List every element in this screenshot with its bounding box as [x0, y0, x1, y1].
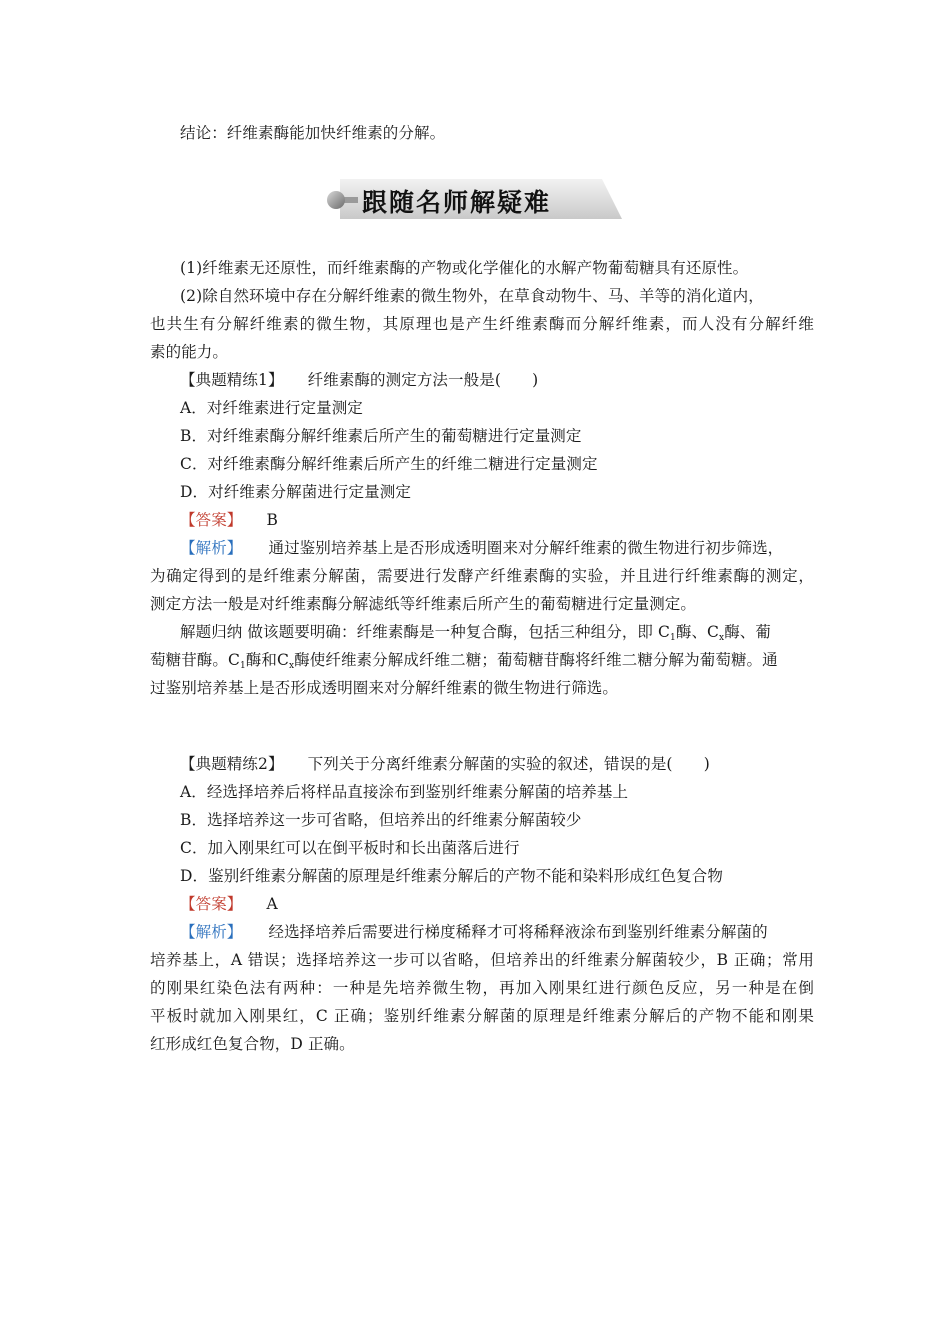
ex2-option-d: D．鉴别纤维素分解菌的原理是纤维素分解后的产物不能和染料形成红色复合物: [180, 867, 723, 885]
ex1-option-d: D．对纤维素分解菌进行定量测定: [180, 483, 411, 501]
ex1-label: 【典题精练1】: [180, 371, 284, 389]
subscript-1: 1: [239, 661, 246, 671]
ex1-analysis-label: 【解析】: [180, 539, 243, 557]
ex2-analysis-line-2: 培养基上，A 错误；选择培养这一步可以省略，但培养出的纤维素分解菌较少，B 正确；常用: [150, 951, 814, 969]
ex2-analysis-text-1: 经选择培养后需要进行梯度稀释才可将稀释液涂布到鉴别纤维素分解菌的: [268, 923, 768, 941]
ex2-option-b: B．选择培养这一步可省略，但培养出的纤维素分解菌较少: [180, 811, 582, 829]
ex1-option-a: A．对纤维素进行定量测定: [180, 399, 363, 417]
ex2-answer: A: [266, 895, 278, 913]
summary-text: 酶、葡: [724, 623, 772, 641]
ex2-analysis-line-4: 平板时就加入刚果红，C 正确；鉴别纤维素分解菌的原理是纤维素分解后的产物不能和刚果: [150, 1007, 814, 1025]
ex1-analysis-text-1: 通过鉴别培养基上是否形成透明圈来对分解纤维素的微生物进行初步筛选，: [268, 539, 784, 557]
ex2-option-a: A．经选择培养后将样品直接涂布到鉴别纤维素分解菌的培养基上: [180, 783, 629, 801]
ex2-analysis-label: 【解析】: [180, 923, 243, 941]
summary-text: 酶和C: [245, 651, 289, 669]
ex2-analysis-line-3: 的刚果红染色法有两种：一种是先培养微生物，再加入刚果红进行颜色反应，另一种是在倒: [150, 979, 814, 997]
bullet-icon: [327, 191, 345, 209]
ex2-answer-label: 【答案】: [180, 895, 243, 913]
ex1-header: [180, 370, 538, 390]
note-2-line-1: (2)除自然环境中存在分解纤维素的微生物外，在草食动物牛、马、羊等的消化道内，: [180, 287, 764, 305]
note-2-line-2: 也共生有分解纤维素的微生物，其原理也是产生纤维素酶而分解纤维素，而人没有分解纤维: [150, 315, 814, 333]
ex2-answer-row: [180, 894, 278, 914]
ex2-header: [180, 754, 710, 774]
ex1-option-c: C．对纤维素酶分解纤维素后所产生的纤维二糖进行定量测定: [180, 455, 598, 473]
ex2-option-c: C．加入刚果红可以在倒平板时和长出菌落后进行: [180, 839, 520, 857]
subscript-x: x: [719, 633, 725, 643]
conclusion-text: 结论：纤维素酶能加快纤维素的分解。: [180, 124, 446, 142]
ex2-label: 【典题精练2】: [180, 755, 284, 773]
subscript-x: x: [288, 661, 295, 671]
ex1-analysis-line-2: 为确定得到的是纤维素分解菌，需要进行发酵产纤维素酶的实验，并且进行纤维素酶的测定，: [150, 567, 814, 585]
summary-text: 酶使纤维素分解成纤维二糖；葡萄糖苷酶将纤维二糖分解为葡萄糖。通: [294, 651, 778, 669]
note-2-line-3: 素的能力。: [150, 343, 229, 361]
banner-title: 跟随名师解疑难: [362, 188, 552, 217]
subscript-1: 1: [670, 633, 676, 643]
ex1-analysis-line-3: 测定方法一般是对纤维素酶分解滤纸等纤维素后所产生的葡萄糖进行定量测定。: [150, 595, 697, 613]
note-1: (1)纤维素无还原性，而纤维素酶的产物或化学催化的水解产物葡萄糖具有还原性。: [180, 259, 749, 277]
summary-text: 酶、C: [675, 623, 720, 641]
ex1-answer-label: 【答案】: [180, 511, 243, 529]
ex1-summary-line-2: [150, 650, 778, 673]
ex1-question: 纤维素酶的测定方法一般是( ): [307, 371, 539, 389]
ex2-analysis-line-1: [180, 922, 768, 942]
summary-text: 解题归纳 做该题要明确：纤维素酶是一种复合酶，包括三种组分，即 C: [180, 623, 671, 641]
ex1-analysis-line-1: [180, 538, 783, 558]
ex1-answer-row: [180, 510, 278, 530]
ex2-analysis-line-5: 红形成红色复合物，D 正确。: [150, 1035, 355, 1053]
ex1-answer: B: [266, 511, 278, 529]
ex2-question: 下列关于分离纤维素分解菌的实验的叙述，错误的是( ): [307, 755, 710, 773]
ex1-option-b: B．对纤维素酶分解纤维素后所产生的葡萄糖进行定量测定: [180, 427, 582, 445]
summary-text: 萄糖苷酶。C: [150, 651, 240, 669]
ex1-summary-line-3: 过鉴别培养基上是否形成透明圈来对分解纤维素的微生物进行筛选。: [150, 679, 619, 697]
ex1-summary-line-1: [180, 622, 771, 645]
section-banner: [322, 176, 624, 222]
